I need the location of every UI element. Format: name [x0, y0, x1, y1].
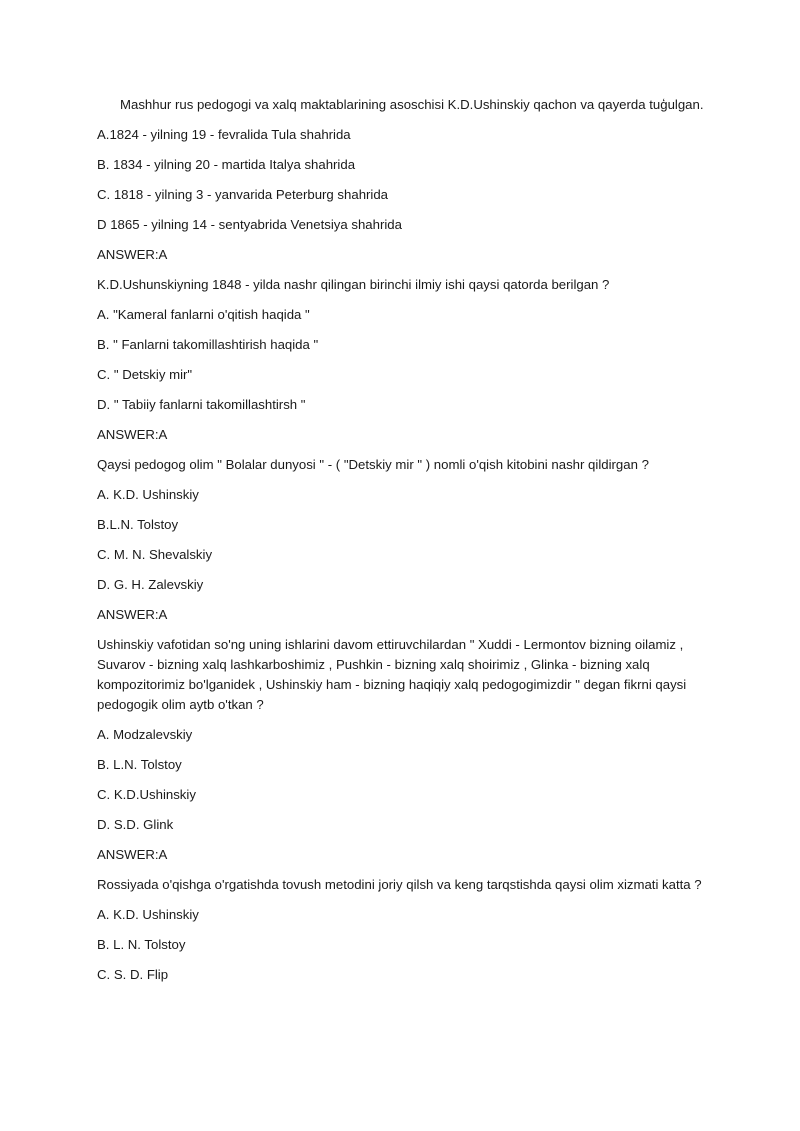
- answer-option: B. " Fanlarni takomillashtirish haqida ": [97, 337, 319, 352]
- question-text: Mashhur rus pedogogi va xalq maktablarining asoschisi K.D.Ushinskiy qachon va qayerda tuģulgan.: [120, 97, 704, 112]
- question-text: K.D.Ushunskiyning 1848 - yilda nashr qilingan birinchi ilmiy ishi qaysi qatorda berilgan ?: [97, 277, 610, 292]
- document-body: [97, 95, 717, 995]
- answer-option: C. M. N. Shevalskiy: [97, 547, 213, 562]
- answer-option: A. K.D. Ushinskiy: [97, 487, 199, 502]
- answer-option: C. 1818 - yilning 3 - yanvarida Peterburg shahrida: [97, 187, 389, 202]
- answer-option: D. S.D. Glink: [97, 817, 174, 832]
- answer-option: C. S. D. Flip: [97, 967, 169, 982]
- answer-option: B. L. N. Tolstoy: [97, 937, 186, 952]
- answer-option: A. Modzalevskiy: [97, 727, 193, 742]
- question-text: Ushinskiy vafotidan so'ng uning ishlarini davom ettiruvchilardan " Xuddi - Lermontov bizning oilamiz , Suvarov - bizning xalq lashkarboshimiz , Pushkin - bizning xalq shoirimiz , Glinka - bizning xalq kompozitorimiz bo'lganidek , Ushinskiy ham - bizning haqiqiy xalq pedogogimizdir " degan fikrni qaysi pedogogik olim aytb o'tkan ?: [97, 637, 687, 712]
- correct-answer: ANSWER:A: [97, 247, 168, 262]
- answer-option: B. 1834 - yilning 20 - martida Italya shahrida: [97, 157, 356, 172]
- correct-answer: ANSWER:A: [97, 847, 168, 862]
- answer-option: A.1824 - yilning 19 - fevralida Tula shahrida: [97, 127, 351, 142]
- answer-option: A. K.D. Ushinskiy: [97, 907, 199, 922]
- correct-answer: ANSWER:A: [97, 427, 168, 442]
- question-text: Rossiyada o'qishga o'rgatishda tovush metodini joriy qilsh va keng tarqstishda qaysi olim xizmati katta ?: [97, 877, 702, 892]
- answer-option: C. " Detskiy mir": [97, 367, 193, 382]
- answer-option: D. " Tabiiy fanlarni takomillashtirsh ": [97, 397, 306, 412]
- answer-option: B. L.N. Tolstoy: [97, 757, 182, 772]
- answer-option: C. K.D.Ushinskiy: [97, 787, 196, 802]
- answer-option: D 1865 - yilning 14 - sentyabrida Venetsiya shahrida: [97, 217, 402, 232]
- answer-option: A. "Kameral fanlarni o'qitish haqida ": [97, 307, 310, 322]
- question-text: Qaysi pedogog olim " Bolalar dunyosi " - ( "Detskiy mir " ) nomli o'qish kitobini nashr qildirgan ?: [97, 457, 649, 472]
- correct-answer: ANSWER:A: [97, 607, 168, 622]
- answer-option: B.L.N. Tolstoy: [97, 517, 179, 532]
- answer-option: D. G. H. Zalevskiy: [97, 577, 204, 592]
